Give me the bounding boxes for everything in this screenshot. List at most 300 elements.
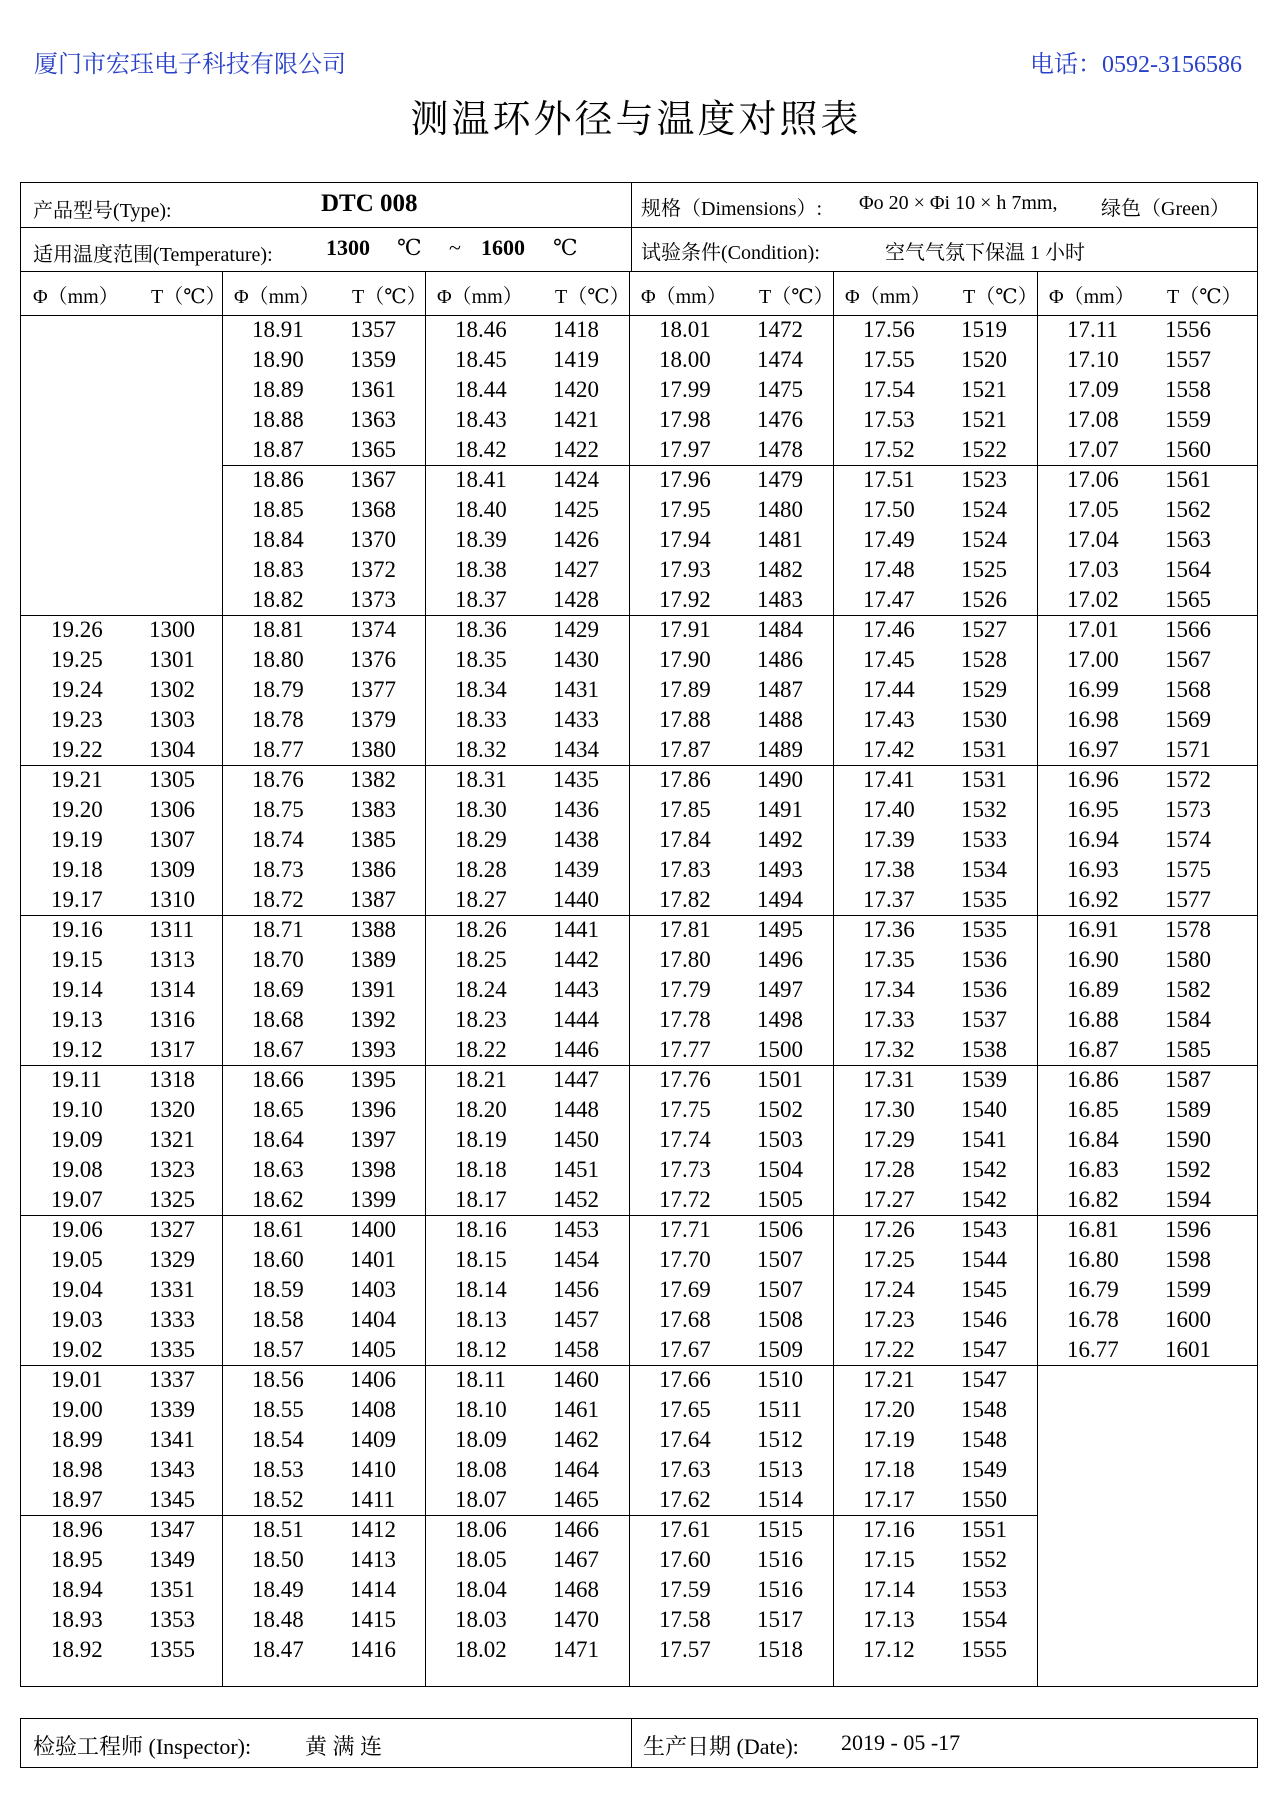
cell-temperature: 1320	[149, 1097, 195, 1122]
cell-temperature: 1536	[961, 947, 1007, 972]
cell-temperature: 1451	[553, 1157, 599, 1182]
cell-diameter: 16.97	[1067, 737, 1119, 762]
cell-diameter: 18.77	[252, 737, 304, 762]
cell-temperature: 1559	[1165, 407, 1211, 432]
cell-diameter: 17.33	[863, 1007, 915, 1032]
cell-diameter: 18.32	[455, 737, 507, 762]
cell-temperature: 1563	[1165, 527, 1211, 552]
cell-temperature: 1368	[350, 497, 396, 522]
column-header-phi: Φ（mm）	[33, 286, 119, 308]
cell-temperature: 1584	[1165, 1007, 1211, 1032]
cell-temperature: 1503	[757, 1127, 803, 1152]
temp-separator: ~	[449, 235, 461, 260]
cell-temperature: 1495	[757, 917, 803, 942]
cell-diameter: 18.75	[252, 797, 304, 822]
column-header-t: T（℃）	[151, 286, 226, 308]
cell-temperature: 1506	[757, 1217, 803, 1242]
cell-temperature: 1568	[1165, 677, 1211, 702]
cell-diameter: 17.88	[659, 707, 711, 732]
cell-temperature: 1316	[149, 1007, 195, 1032]
cell-temperature: 1310	[149, 887, 195, 912]
cell-temperature: 1421	[553, 407, 599, 432]
cell-temperature: 1531	[961, 767, 1007, 792]
cell-temperature: 1323	[149, 1157, 195, 1182]
cell-diameter: 19.13	[51, 1007, 103, 1032]
cell-temperature: 1462	[553, 1427, 599, 1452]
cell-temperature: 1415	[350, 1607, 396, 1632]
cell-diameter: 18.63	[252, 1157, 304, 1182]
cell-temperature: 1580	[1165, 947, 1211, 972]
cell-temperature: 1339	[149, 1397, 195, 1422]
cell-diameter: 17.44	[863, 677, 915, 702]
cell-temperature: 1587	[1165, 1067, 1211, 1092]
cell-diameter: 17.17	[863, 1487, 915, 1512]
cell-diameter: 18.43	[455, 407, 507, 432]
cell-temperature: 1377	[350, 677, 396, 702]
cell-temperature: 1545	[961, 1277, 1007, 1302]
cell-temperature: 1337	[149, 1367, 195, 1392]
cell-diameter: 17.83	[659, 857, 711, 882]
cell-diameter: 17.98	[659, 407, 711, 432]
cell-diameter: 17.20	[863, 1397, 915, 1422]
cell-temperature: 1380	[350, 737, 396, 762]
cell-temperature: 1582	[1165, 977, 1211, 1002]
cell-diameter: 19.22	[51, 737, 103, 762]
cell-diameter: 17.47	[863, 587, 915, 612]
cell-temperature: 1373	[350, 587, 396, 612]
cell-diameter: 18.17	[455, 1187, 507, 1212]
column-divider	[1037, 271, 1038, 1686]
column-header-t: T（℃）	[1167, 286, 1242, 308]
cell-temperature: 1504	[757, 1157, 803, 1182]
cell-temperature: 1461	[553, 1397, 599, 1422]
cell-diameter: 16.79	[1067, 1277, 1119, 1302]
group-separator	[21, 1365, 1257, 1366]
date-label: 生产日期 (Date):	[643, 1734, 799, 1759]
cell-temperature: 1396	[350, 1097, 396, 1122]
cell-diameter: 17.00	[1067, 647, 1119, 672]
cell-temperature: 1493	[757, 857, 803, 882]
group-separator	[21, 1215, 1257, 1216]
cell-diameter: 17.45	[863, 647, 915, 672]
cell-temperature: 1490	[757, 767, 803, 792]
cell-diameter: 16.78	[1067, 1307, 1119, 1332]
cell-temperature: 1483	[757, 587, 803, 612]
cell-temperature: 1446	[553, 1037, 599, 1062]
cell-diameter: 18.99	[51, 1427, 103, 1452]
cell-temperature: 1521	[961, 407, 1007, 432]
cell-temperature: 1578	[1165, 917, 1211, 942]
cell-diameter: 18.41	[455, 467, 507, 492]
cell-diameter: 18.02	[455, 1637, 507, 1662]
cell-diameter: 17.18	[863, 1457, 915, 1482]
cell-temperature: 1438	[553, 827, 599, 852]
cell-diameter: 17.79	[659, 977, 711, 1002]
cell-temperature: 1535	[961, 917, 1007, 942]
footer-divider	[631, 1719, 632, 1767]
cell-diameter: 17.87	[659, 737, 711, 762]
data-area	[21, 315, 1257, 1686]
cell-diameter: 17.15	[863, 1547, 915, 1572]
cell-diameter: 17.78	[659, 1007, 711, 1032]
cell-temperature: 1325	[149, 1187, 195, 1212]
cell-temperature: 1365	[350, 437, 396, 462]
cell-diameter: 17.14	[863, 1577, 915, 1602]
cell-diameter: 18.90	[252, 347, 304, 372]
cell-diameter: 16.86	[1067, 1067, 1119, 1092]
dimensions-label: 规格（Dimensions）:	[641, 198, 823, 220]
cell-temperature: 1501	[757, 1067, 803, 1092]
cell-temperature: 1341	[149, 1427, 195, 1452]
cell-diameter: 16.82	[1067, 1187, 1119, 1212]
cell-temperature: 1592	[1165, 1157, 1211, 1182]
cell-temperature: 1468	[553, 1577, 599, 1602]
cell-temperature: 1474	[757, 347, 803, 372]
cell-temperature: 1484	[757, 617, 803, 642]
cell-temperature: 1430	[553, 647, 599, 672]
cell-temperature: 1547	[961, 1367, 1007, 1392]
cell-temperature: 1550	[961, 1487, 1007, 1512]
cell-diameter: 17.11	[1067, 317, 1118, 342]
cell-diameter: 16.96	[1067, 767, 1119, 792]
cell-diameter: 19.21	[51, 767, 103, 792]
cell-diameter: 18.82	[252, 587, 304, 612]
cell-diameter: 19.18	[51, 857, 103, 882]
cell-diameter: 18.52	[252, 1487, 304, 1512]
cell-temperature: 1512	[757, 1427, 803, 1452]
cell-diameter: 18.96	[51, 1517, 103, 1542]
cell-temperature: 1387	[350, 887, 396, 912]
cell-temperature: 1413	[350, 1547, 396, 1572]
cell-diameter: 18.56	[252, 1367, 304, 1392]
cell-temperature: 1515	[757, 1517, 803, 1542]
cell-diameter: 19.25	[51, 647, 103, 672]
cell-diameter: 19.07	[51, 1187, 103, 1212]
temp-max: 1600	[481, 235, 525, 260]
cell-temperature: 1471	[553, 1637, 599, 1662]
cell-temperature: 1376	[350, 647, 396, 672]
cell-diameter: 17.76	[659, 1067, 711, 1092]
cell-diameter: 18.62	[252, 1187, 304, 1212]
cell-diameter: 18.39	[455, 527, 507, 552]
cell-diameter: 17.69	[659, 1277, 711, 1302]
cell-temperature: 1416	[350, 1637, 396, 1662]
cell-diameter: 19.19	[51, 827, 103, 852]
cell-diameter: 18.78	[252, 707, 304, 732]
cell-diameter: 19.04	[51, 1277, 103, 1302]
cell-temperature: 1542	[961, 1187, 1007, 1212]
cell-temperature: 1475	[757, 377, 803, 402]
cell-diameter: 17.35	[863, 947, 915, 972]
cell-temperature: 1544	[961, 1247, 1007, 1272]
cell-diameter: 17.59	[659, 1577, 711, 1602]
cell-temperature: 1522	[961, 437, 1007, 462]
cell-temperature: 1510	[757, 1367, 803, 1392]
cell-diameter: 17.99	[659, 377, 711, 402]
company-name: 厦门市宏珏电子科技有限公司	[34, 52, 346, 78]
cell-temperature: 1488	[757, 707, 803, 732]
cell-temperature: 1555	[961, 1637, 1007, 1662]
cell-temperature: 1359	[350, 347, 396, 372]
cell-diameter: 18.70	[252, 947, 304, 972]
type-label: 产品型号(Type):	[33, 200, 172, 222]
cell-temperature: 1537	[961, 1007, 1007, 1032]
cell-diameter: 18.50	[252, 1547, 304, 1572]
cell-temperature: 1466	[553, 1517, 599, 1542]
cell-temperature: 1478	[757, 437, 803, 462]
cell-diameter: 19.06	[51, 1217, 103, 1242]
cell-diameter: 17.30	[863, 1097, 915, 1122]
cell-temperature: 1307	[149, 827, 195, 852]
cell-temperature: 1370	[350, 527, 396, 552]
cell-temperature: 1304	[149, 737, 195, 762]
cell-temperature: 1498	[757, 1007, 803, 1032]
column-divider	[629, 271, 630, 1686]
cell-temperature: 1452	[553, 1187, 599, 1212]
cell-temperature: 1420	[553, 377, 599, 402]
cell-temperature: 1511	[757, 1397, 803, 1422]
cell-temperature: 1600	[1165, 1307, 1211, 1332]
cell-temperature: 1573	[1165, 797, 1211, 822]
cell-temperature: 1574	[1165, 827, 1211, 852]
cell-diameter: 17.50	[863, 497, 915, 522]
cell-temperature: 1440	[553, 887, 599, 912]
cell-diameter: 18.71	[252, 917, 304, 942]
cell-diameter: 17.41	[863, 767, 915, 792]
cell-diameter: 17.27	[863, 1187, 915, 1212]
cell-diameter: 18.95	[51, 1547, 103, 1572]
cell-diameter: 17.06	[1067, 467, 1119, 492]
color-value: 绿色（Green）	[1101, 198, 1230, 220]
cell-diameter: 18.46	[455, 317, 507, 342]
type-value: DTC 008	[321, 190, 418, 217]
cell-temperature: 1454	[553, 1247, 599, 1272]
cell-diameter: 16.91	[1067, 917, 1119, 942]
cell-temperature: 1594	[1165, 1187, 1211, 1212]
cell-diameter: 18.07	[455, 1487, 507, 1512]
cell-diameter: 16.88	[1067, 1007, 1119, 1032]
cell-diameter: 18.40	[455, 497, 507, 522]
cell-diameter: 19.11	[51, 1067, 102, 1092]
cell-diameter: 18.36	[455, 617, 507, 642]
cell-diameter: 17.12	[863, 1637, 915, 1662]
cell-diameter: 18.72	[252, 887, 304, 912]
cell-temperature: 1404	[350, 1307, 396, 1332]
inspector-name: 黄 满 连	[305, 1734, 383, 1759]
cell-diameter: 16.93	[1067, 857, 1119, 882]
cell-diameter: 19.00	[51, 1397, 103, 1422]
cell-temperature: 1436	[553, 797, 599, 822]
cell-temperature: 1553	[961, 1577, 1007, 1602]
cell-diameter: 18.58	[252, 1307, 304, 1332]
cell-diameter: 18.44	[455, 377, 507, 402]
column-header-t: T（℃）	[555, 286, 630, 308]
cell-temperature: 1575	[1165, 857, 1211, 882]
column-divider	[833, 271, 834, 1686]
cell-diameter: 18.23	[455, 1007, 507, 1032]
cell-temperature: 1400	[350, 1217, 396, 1242]
cell-diameter: 17.49	[863, 527, 915, 552]
cell-temperature: 1433	[553, 707, 599, 732]
cell-temperature: 1516	[757, 1577, 803, 1602]
cell-temperature: 1599	[1165, 1277, 1211, 1302]
temp-range-label: 适用温度范围(Temperature):	[33, 244, 273, 266]
cell-temperature: 1383	[350, 797, 396, 822]
cell-diameter: 18.57	[252, 1337, 304, 1362]
cell-diameter: 17.61	[659, 1517, 711, 1542]
cell-diameter: 17.02	[1067, 587, 1119, 612]
cell-temperature: 1303	[149, 707, 195, 732]
cell-diameter: 17.68	[659, 1307, 711, 1332]
column-divider	[222, 271, 223, 1686]
cell-diameter: 18.15	[455, 1247, 507, 1272]
cell-temperature: 1318	[149, 1067, 195, 1092]
cell-temperature: 1491	[757, 797, 803, 822]
cell-temperature: 1598	[1165, 1247, 1211, 1272]
cell-diameter: 17.48	[863, 557, 915, 582]
cell-temperature: 1395	[350, 1067, 396, 1092]
cell-diameter: 17.19	[863, 1427, 915, 1452]
cell-diameter: 16.84	[1067, 1127, 1119, 1152]
cell-temperature: 1507	[757, 1247, 803, 1272]
group-separator	[21, 615, 1257, 616]
cell-temperature: 1367	[350, 467, 396, 492]
cell-diameter: 17.42	[863, 737, 915, 762]
cell-temperature: 1314	[149, 977, 195, 1002]
cell-temperature: 1457	[553, 1307, 599, 1332]
cell-temperature: 1543	[961, 1217, 1007, 1242]
cell-temperature: 1481	[757, 527, 803, 552]
cell-diameter: 18.60	[252, 1247, 304, 1272]
cell-diameter: 18.81	[252, 617, 304, 642]
cell-temperature: 1480	[757, 497, 803, 522]
cell-temperature: 1435	[553, 767, 599, 792]
cell-diameter: 17.67	[659, 1337, 711, 1362]
column-header-row	[21, 271, 1257, 316]
cell-diameter: 18.68	[252, 1007, 304, 1032]
cell-diameter: 17.72	[659, 1187, 711, 1212]
cell-diameter: 18.14	[455, 1277, 507, 1302]
cell-temperature: 1422	[553, 437, 599, 462]
group-separator	[21, 765, 1257, 766]
cell-temperature: 1418	[553, 317, 599, 342]
cell-temperature: 1447	[553, 1067, 599, 1092]
column-header-t: T（℃）	[759, 286, 834, 308]
cell-diameter: 18.16	[455, 1217, 507, 1242]
cell-temperature: 1526	[961, 587, 1007, 612]
cell-temperature: 1333	[149, 1307, 195, 1332]
cell-temperature: 1556	[1165, 317, 1211, 342]
cell-temperature: 1546	[961, 1307, 1007, 1332]
cell-diameter: 18.98	[51, 1457, 103, 1482]
cell-diameter: 18.12	[455, 1337, 507, 1362]
cell-diameter: 19.01	[51, 1367, 103, 1392]
cell-temperature: 1524	[961, 497, 1007, 522]
cell-temperature: 1530	[961, 707, 1007, 732]
cell-diameter: 18.11	[455, 1367, 506, 1392]
cell-temperature: 1525	[961, 557, 1007, 582]
cell-temperature: 1443	[553, 977, 599, 1002]
cell-temperature: 1434	[553, 737, 599, 762]
cell-diameter: 16.99	[1067, 677, 1119, 702]
cell-temperature: 1540	[961, 1097, 1007, 1122]
cell-diameter: 17.38	[863, 857, 915, 882]
cell-temperature: 1509	[757, 1337, 803, 1362]
cell-diameter: 18.27	[455, 887, 507, 912]
cell-temperature: 1464	[553, 1457, 599, 1482]
cell-temperature: 1306	[149, 797, 195, 822]
cell-diameter: 16.81	[1067, 1217, 1119, 1242]
cell-diameter: 18.97	[51, 1487, 103, 1512]
cell-temperature: 1374	[350, 617, 396, 642]
cell-diameter: 17.89	[659, 677, 711, 702]
cell-diameter: 17.96	[659, 467, 711, 492]
cell-temperature: 1302	[149, 677, 195, 702]
cell-diameter: 17.23	[863, 1307, 915, 1332]
cell-diameter: 17.40	[863, 797, 915, 822]
date-value: 2019 - 05 -17	[841, 1730, 961, 1755]
cell-diameter: 19.12	[51, 1037, 103, 1062]
cell-diameter: 16.95	[1067, 797, 1119, 822]
cell-temperature: 1470	[553, 1607, 599, 1632]
cell-temperature: 1317	[149, 1037, 195, 1062]
cell-temperature: 1536	[961, 977, 1007, 1002]
cell-diameter: 18.20	[455, 1097, 507, 1122]
cell-diameter: 17.52	[863, 437, 915, 462]
cell-diameter: 18.38	[455, 557, 507, 582]
cell-diameter: 18.26	[455, 917, 507, 942]
cell-diameter: 18.05	[455, 1547, 507, 1572]
cell-diameter: 18.49	[252, 1577, 304, 1602]
cell-temperature: 1386	[350, 857, 396, 882]
cell-diameter: 19.14	[51, 977, 103, 1002]
cell-temperature: 1516	[757, 1547, 803, 1572]
cell-diameter: 16.90	[1067, 947, 1119, 972]
cell-temperature: 1311	[149, 917, 195, 942]
cell-temperature: 1482	[757, 557, 803, 582]
cell-temperature: 1372	[350, 557, 396, 582]
cell-diameter: 18.84	[252, 527, 304, 552]
cell-temperature: 1335	[149, 1337, 195, 1362]
cell-temperature: 1351	[149, 1577, 195, 1602]
cell-temperature: 1497	[757, 977, 803, 1002]
cell-diameter: 18.31	[455, 767, 507, 792]
cell-temperature: 1353	[149, 1607, 195, 1632]
cell-temperature: 1385	[350, 827, 396, 852]
cell-temperature: 1426	[553, 527, 599, 552]
cell-temperature: 1456	[553, 1277, 599, 1302]
group-separator	[21, 1515, 1037, 1516]
cell-diameter: 17.57	[659, 1637, 711, 1662]
cell-temperature: 1590	[1165, 1127, 1211, 1152]
cell-temperature: 1349	[149, 1547, 195, 1572]
cell-temperature: 1460	[553, 1367, 599, 1392]
column-header-phi: Φ（mm）	[845, 286, 931, 308]
phone-number: 电话：0592-3156586	[1030, 52, 1242, 78]
cell-diameter: 17.05	[1067, 497, 1119, 522]
cell-temperature: 1329	[149, 1247, 195, 1272]
condition-label: 试验条件(Condition):	[641, 242, 820, 264]
cell-diameter: 19.05	[51, 1247, 103, 1272]
cell-diameter: 18.29	[455, 827, 507, 852]
cell-diameter: 19.15	[51, 947, 103, 972]
cell-diameter: 19.23	[51, 707, 103, 732]
cell-temperature: 1409	[350, 1427, 396, 1452]
cell-diameter: 17.37	[863, 887, 915, 912]
cell-diameter: 18.00	[659, 347, 711, 372]
cell-temperature: 1562	[1165, 497, 1211, 522]
cell-diameter: 18.93	[51, 1607, 103, 1632]
